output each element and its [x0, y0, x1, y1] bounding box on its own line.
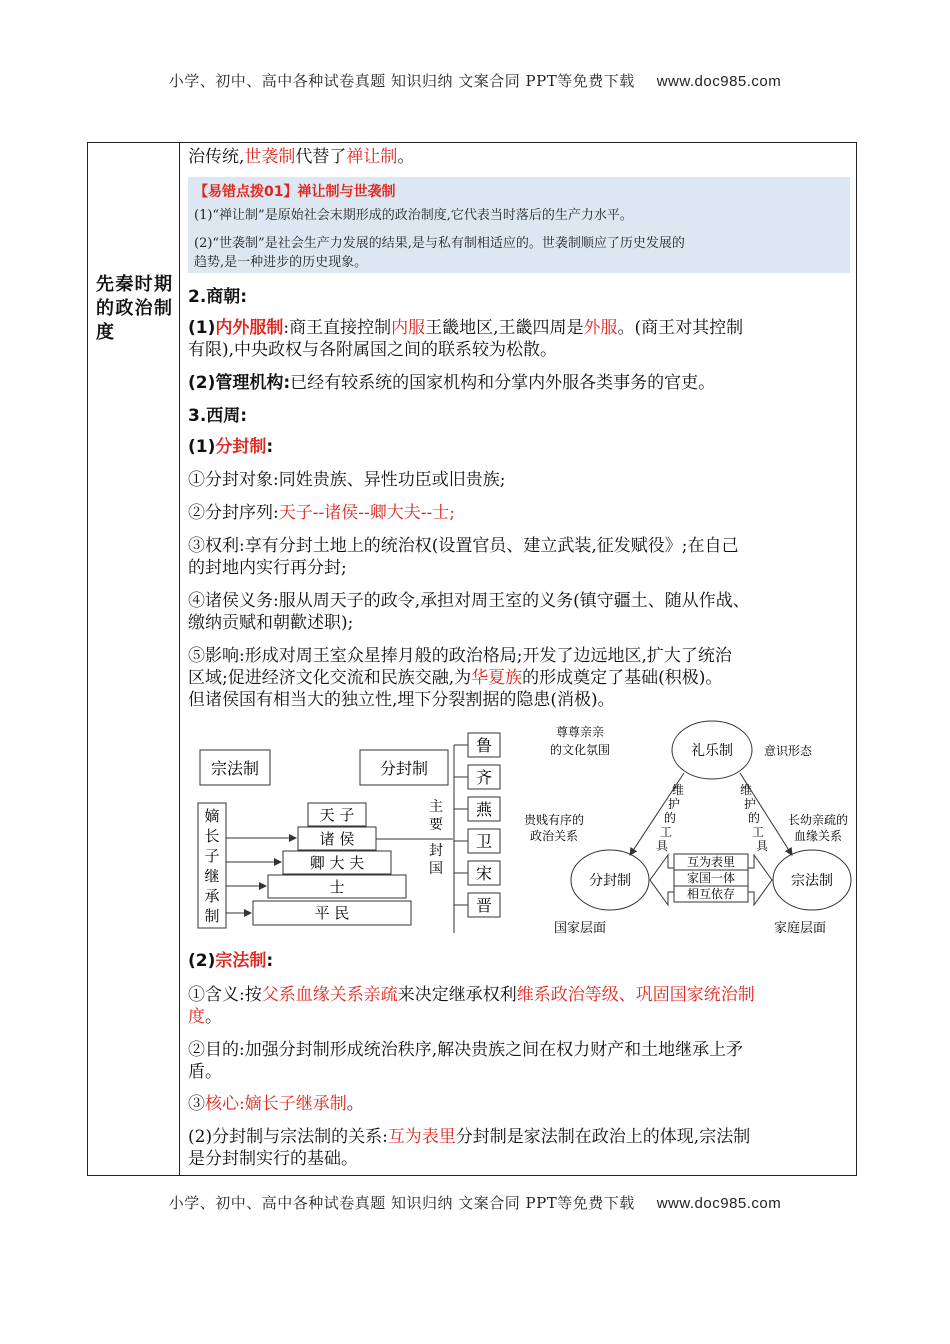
zongfa-box-label: 宗法制: [210, 759, 260, 778]
svg-text:齐: 齐: [475, 768, 493, 787]
state-list: [468, 733, 500, 917]
xizhou-heading: 3.西周:: [188, 406, 248, 426]
svg-text:要: 要: [429, 817, 443, 833]
svg-text:工: 工: [751, 825, 765, 839]
center-line3: 相互依存: [686, 887, 736, 901]
category-column: [88, 143, 180, 1175]
svg-text:承: 承: [204, 887, 220, 905]
zongfa-item-3: ③核心:嫡长子继承制。: [188, 1094, 364, 1114]
leftlbl-line2: 政治关系: [529, 829, 579, 843]
shang-neiwaifu: (1)内外服制:商王直接控制内服王畿地区,王畿四周是外服。(商王对其控制 有限),中央政权与各附属国之间的联系较为松散。: [188, 318, 744, 360]
bottom-left-label: 国家层面: [553, 921, 607, 936]
tip-box: [188, 177, 850, 273]
svg-text:具: 具: [655, 839, 669, 853]
svg-text:嫡: 嫡: [204, 807, 220, 825]
svg-text:燕: 燕: [475, 800, 493, 819]
level-pingmin-label: 平 民: [314, 904, 350, 922]
footer-text: 小学、初中、高中各种试卷真题 知识归纳 文案合同 PPT等免费下载: [168, 1194, 635, 1212]
svg-text:主: 主: [429, 799, 443, 815]
header-text: 小学、初中、高中各种试卷真题 知识归纳 文案合同 PPT等免费下载: [168, 72, 635, 90]
rightlbl-line2: 血缘关系: [793, 829, 843, 843]
level-shi-label: 士: [329, 878, 345, 896]
fenfeng-label: 分封制: [589, 873, 631, 889]
zongfa-heading: (2)宗法制:: [188, 951, 274, 971]
level-qingdafu-label: 卿 大 夫: [309, 854, 365, 872]
line-chuantong: 治传统,世袭制代替了禅让制。: [188, 147, 415, 167]
hierarchy-diagram: [188, 723, 518, 933]
center-line2: 家国一体: [686, 871, 736, 885]
header-url[interactable]: www.doc985.com: [656, 73, 782, 90]
mid-label: [429, 799, 443, 877]
shang-heading: 2.商朝:: [188, 287, 248, 307]
level-zhuhou-label: 诸 侯: [319, 830, 355, 848]
arrow-right-label: [740, 782, 769, 853]
svg-text:的: 的: [747, 811, 761, 825]
zongfa-item-2: ②目的:加强分封制形成统治秩序,解决贵族之间在权力财产和土地继承上矛 盾。: [188, 1040, 744, 1082]
zongfa-label: 宗法制: [791, 873, 833, 889]
tip-title: 【易错点拨01】禅让制与世袭制: [194, 184, 396, 200]
tip-line-1: (1)“禅让制”是原始社会末期形成的政治制度,它代表当时落后的生产力水平。: [194, 208, 633, 223]
svg-text:制: 制: [204, 907, 220, 925]
svg-text:长: 长: [204, 827, 220, 845]
category-label: 先秦时期的政治制度: [96, 274, 172, 343]
fenfeng-box-label: 分封制: [379, 759, 429, 778]
tip-line-3: 趋势,是一种进步的历史现象。: [194, 255, 368, 270]
svg-text:封: 封: [429, 843, 443, 859]
svg-text:护: 护: [743, 797, 757, 811]
fenfeng-item-2: ②分封序列:天子--诸侯--卿大夫--士;: [188, 503, 455, 523]
zongfa-item-1: ①含义:按父系血缘关系亲疏来决定继承权利维系政治等级、巩固国家统治制 度。: [188, 985, 755, 1027]
shang-guanli: (2)管理机构:已经有较系统的国家机构和分掌内外服各类事务的官吏。: [188, 373, 716, 393]
page-header: [0, 70, 950, 91]
svg-text:继: 继: [204, 867, 220, 885]
fenfeng-item-5: ⑤影响:形成对周王室众星捧月般的政治格局;开发了边远地区,扩大了统治 区域;促进经济文化交流和民族交融,为华夏族的形成奠定了基础(积极)。 但诸侯国有相当大的独立性,埋下分裂割据的隐患(消极)。: [188, 646, 732, 710]
liyue-label: 礼乐制: [691, 743, 733, 759]
svg-text:国: 国: [429, 861, 443, 877]
tip-line-2: (2)“世袭制”是社会生产力发展的结果,是与私有制相适应的。世袭制顺应了历史发展的: [194, 236, 685, 251]
level-tianzi-label: 天 子: [319, 806, 355, 824]
topleft-line1: 尊尊亲亲: [555, 725, 605, 739]
rightlbl-line1: 长幼亲疏的: [787, 813, 849, 827]
svg-text:晋: 晋: [475, 896, 493, 915]
relation-diagram: [518, 718, 858, 938]
svg-text:护: 护: [667, 797, 681, 811]
leftlbl-line1: 贵贱有序的: [523, 813, 585, 827]
fenfeng-heading: (1)分封制:: [188, 437, 274, 457]
svg-text:鲁: 鲁: [475, 736, 493, 755]
center-line1: 互为表里: [686, 855, 736, 869]
relation-paragraph: (2)分封制与宗法制的关系:互为表里分封制是家法制在政治上的体现,宗法制 是分封制实行的基础。: [188, 1127, 751, 1169]
page-footer: [0, 1192, 950, 1213]
svg-text:维: 维: [671, 783, 685, 797]
content-table: [87, 142, 857, 1176]
svg-text:工: 工: [659, 825, 673, 839]
bottom-right-label: 家庭层面: [773, 921, 827, 936]
svg-text:宋: 宋: [475, 864, 493, 883]
svg-text:维: 维: [739, 783, 753, 797]
svg-text:子: 子: [204, 847, 220, 865]
footer-url[interactable]: www.doc985.com: [656, 1195, 782, 1212]
fenfeng-item-1: ①分封对象:同姓贵族、异性功臣或旧贵族;: [188, 470, 506, 490]
fenfeng-item-3: ③权利:享有分封土地上的统治权(设置官员、建立武装,征发赋役》;在自己 的封地内实行再分封;: [188, 536, 739, 578]
fenfeng-item-4: ④诸侯义务:服从周天子的政令,承担对周王室的义务(镇守疆土、随从作战、 缴纳贡赋和朝歡述职);: [188, 591, 750, 633]
svg-text:卫: 卫: [475, 832, 493, 851]
topleft-line2: 的文化氛围: [549, 743, 611, 757]
topright-label: 意识形态: [763, 744, 813, 758]
svg-text:具: 具: [755, 839, 769, 853]
arrow-left-label: [656, 782, 684, 853]
svg-text:的: 的: [663, 811, 677, 825]
